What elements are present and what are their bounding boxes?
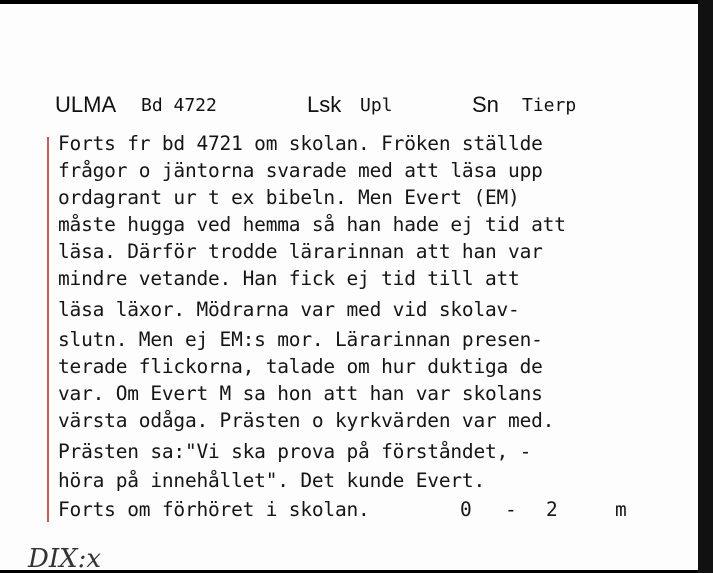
text-line: måste hugga ved hemma så han hade ej tid att: [58, 213, 566, 236]
parish-value: Tierp: [522, 95, 577, 116]
text-line: läsa. Därför trodde lärarinnan att han var: [58, 240, 543, 263]
province-label: Lsk: [307, 92, 342, 117]
province-value: Upl: [360, 95, 393, 116]
text-line: höra på innehållet". Det kunde Evert.: [58, 469, 485, 492]
archive-card: [0, 4, 698, 570]
range-unit: m: [615, 498, 627, 521]
text-line: Forts fr bd 4721 om skolan. Fröken ställde: [58, 132, 543, 155]
text-line: Forts om förhöret i skolan.: [58, 498, 370, 521]
text-line: terade flickorna, talade om hur duktiga de: [58, 355, 543, 378]
parish-label: Sn: [472, 92, 499, 117]
margin-rule: [47, 137, 49, 522]
volume-number: Bd 4722: [141, 95, 217, 116]
text-line: var. Om Evert M sa hon att han var skolans: [58, 382, 543, 405]
text-line: läsa läxor. Mödrarna var med vid skolav-: [58, 298, 520, 321]
text-line: mindre vetande. Han fick ej tid till att: [58, 267, 520, 290]
text-line: slutn. Men ej EM:s mor. Lärarinnan presen-: [58, 328, 543, 351]
text-line: värsta odåga. Prästen o kyrkvärden var med.: [58, 409, 555, 432]
range-dash: -: [505, 498, 517, 521]
archive-code: ULMA: [55, 92, 117, 117]
text-line: ordagrant ur t ex bibeln. Men Evert (EM): [58, 186, 520, 209]
range-end: 2: [546, 498, 558, 521]
text-line: frågor o jäntorna svarade med att läsa upp: [58, 159, 543, 182]
handwritten-signature: DIX:x: [28, 544, 102, 570]
text-line: Prästen sa:"Vi ska prova på förståndet, -: [58, 440, 532, 463]
scan-edge: [698, 0, 713, 573]
range-start: 0: [460, 498, 472, 521]
